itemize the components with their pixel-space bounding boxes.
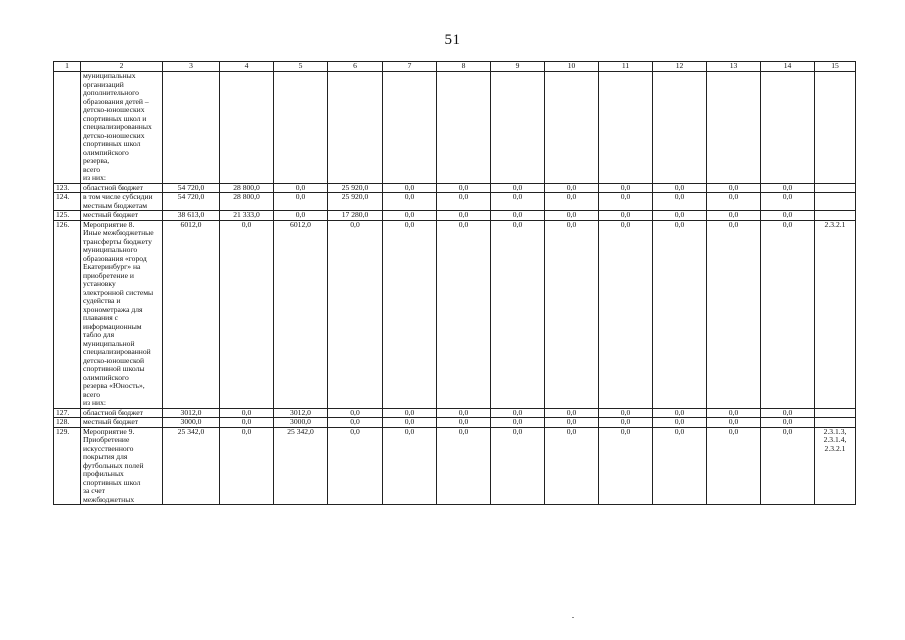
value-cell: 0,0 xyxy=(707,427,761,505)
value-cell: 0,0 xyxy=(653,418,707,428)
value-cell: 6012,0 xyxy=(274,220,328,408)
value-cell xyxy=(653,72,707,184)
value-cell: 0,0 xyxy=(599,220,653,408)
value-cell: 0,0 xyxy=(383,418,437,428)
column-header: 6 xyxy=(328,62,383,72)
value-cell: 25 342,0 xyxy=(163,427,220,505)
value-cell: 0,0 xyxy=(599,427,653,505)
description-cell: областной бюджет xyxy=(81,183,163,193)
value-cell: 0,0 xyxy=(653,183,707,193)
value-cell: 0,0 xyxy=(761,183,815,193)
row-number-cell: 128. xyxy=(54,418,81,428)
value-cell xyxy=(274,72,328,184)
table-row xyxy=(54,220,856,408)
column-header: 10 xyxy=(545,62,599,72)
value-cell: 0,0 xyxy=(491,427,545,505)
row-number-cell: 127. xyxy=(54,408,81,418)
column-header: 5 xyxy=(274,62,328,72)
table-row xyxy=(54,183,856,193)
value-cell: 0,0 xyxy=(274,211,328,221)
description-cell: местный бюджет xyxy=(81,418,163,428)
column-header: 3 xyxy=(163,62,220,72)
value-cell: 0,0 xyxy=(328,220,383,408)
value-cell: 0,0 xyxy=(653,193,707,211)
value-cell xyxy=(599,72,653,184)
table-row xyxy=(54,408,856,418)
value-cell: 0,0 xyxy=(599,408,653,418)
value-cell: 0,0 xyxy=(707,418,761,428)
table-row xyxy=(54,211,856,221)
value-cell: 0,0 xyxy=(545,211,599,221)
value-cell xyxy=(328,72,383,184)
value-cell: 0,0 xyxy=(545,408,599,418)
value-cell: 3000,0 xyxy=(163,418,220,428)
reference-cell: 2.3.1.3, 2.3.1.4, 2.3.2.1 xyxy=(815,427,856,505)
row-number-cell: 123. xyxy=(54,183,81,193)
value-cell: 0,0 xyxy=(545,193,599,211)
value-cell xyxy=(761,72,815,184)
value-cell: 3012,0 xyxy=(163,408,220,418)
scan-speck xyxy=(572,617,574,618)
value-cell: 0,0 xyxy=(328,427,383,505)
value-cell: 0,0 xyxy=(437,220,491,408)
value-cell: 0,0 xyxy=(491,408,545,418)
description-cell: местный бюджет xyxy=(81,211,163,221)
value-cell: 0,0 xyxy=(437,183,491,193)
column-header: 4 xyxy=(220,62,274,72)
column-header: 1 xyxy=(54,62,81,72)
reference-cell: 2.3.2.1 xyxy=(815,220,856,408)
row-number-cell: 124. xyxy=(54,193,81,211)
value-cell xyxy=(545,72,599,184)
description-cell: областной бюджет xyxy=(81,408,163,418)
value-cell: 25 920,0 xyxy=(328,183,383,193)
table-row xyxy=(54,193,856,211)
value-cell: 0,0 xyxy=(437,408,491,418)
value-cell xyxy=(383,72,437,184)
value-cell: 0,0 xyxy=(761,408,815,418)
column-header: 12 xyxy=(653,62,707,72)
value-cell: 54 720,0 xyxy=(163,183,220,193)
value-cell: 0,0 xyxy=(653,211,707,221)
column-header: 11 xyxy=(599,62,653,72)
value-cell: 0,0 xyxy=(383,211,437,221)
value-cell: 0,0 xyxy=(383,220,437,408)
table-body xyxy=(54,72,856,505)
value-cell xyxy=(220,72,274,184)
value-cell: 17 280,0 xyxy=(328,211,383,221)
value-cell: 3000,0 xyxy=(274,418,328,428)
value-cell: 25 342,0 xyxy=(274,427,328,505)
row-number-cell: 125. xyxy=(54,211,81,221)
row-number-cell xyxy=(54,72,81,184)
value-cell: 0,0 xyxy=(328,408,383,418)
reference-cell xyxy=(815,183,856,193)
value-cell: 0,0 xyxy=(220,408,274,418)
value-cell: 25 920,0 xyxy=(328,193,383,211)
value-cell: 0,0 xyxy=(491,220,545,408)
column-header: 14 xyxy=(761,62,815,72)
value-cell: 0,0 xyxy=(761,193,815,211)
value-cell: 0,0 xyxy=(383,427,437,505)
table-header-row xyxy=(54,62,856,72)
table-row xyxy=(54,418,856,428)
value-cell: 0,0 xyxy=(491,183,545,193)
value-cell: 0,0 xyxy=(220,427,274,505)
value-cell: 0,0 xyxy=(707,408,761,418)
value-cell: 0,0 xyxy=(653,220,707,408)
value-cell: 0,0 xyxy=(220,418,274,428)
value-cell: 38 613,0 xyxy=(163,211,220,221)
value-cell: 0,0 xyxy=(437,418,491,428)
reference-cell xyxy=(815,211,856,221)
budget-table xyxy=(53,61,856,505)
value-cell: 6012,0 xyxy=(163,220,220,408)
value-cell: 0,0 xyxy=(274,193,328,211)
value-cell: 0,0 xyxy=(599,193,653,211)
table-row xyxy=(54,72,856,184)
reference-cell xyxy=(815,418,856,428)
description-cell: Мероприятие 8. Иные межбюджетные трансферты бюджету муниципального образования «город Екатеринбург» на приобретение и установку электронной системы судейства и хронометража для плавания с информационным табло для муниципальной специализированной детско-юношеской спортивной школы олимпийского резерва «Юность», всего из них: xyxy=(81,220,163,408)
reference-cell xyxy=(815,408,856,418)
column-header: 13 xyxy=(707,62,761,72)
value-cell: 28 800,0 xyxy=(220,183,274,193)
value-cell: 0,0 xyxy=(545,220,599,408)
value-cell: 28 800,0 xyxy=(220,193,274,211)
value-cell: 0,0 xyxy=(707,220,761,408)
reference-cell xyxy=(815,193,856,211)
column-header: 2 xyxy=(81,62,163,72)
row-number-cell: 126. xyxy=(54,220,81,408)
value-cell: 0,0 xyxy=(653,427,707,505)
column-header: 9 xyxy=(491,62,545,72)
value-cell: 0,0 xyxy=(491,211,545,221)
value-cell xyxy=(707,72,761,184)
row-number-cell: 129. xyxy=(54,427,81,505)
value-cell: 0,0 xyxy=(220,220,274,408)
value-cell: 0,0 xyxy=(437,211,491,221)
value-cell: 0,0 xyxy=(328,418,383,428)
description-cell: в том числе субсидии местным бюджетам xyxy=(81,193,163,211)
value-cell: 0,0 xyxy=(491,193,545,211)
value-cell xyxy=(163,72,220,184)
value-cell: 0,0 xyxy=(707,183,761,193)
value-cell: 0,0 xyxy=(545,418,599,428)
value-cell: 0,0 xyxy=(599,418,653,428)
value-cell: 0,0 xyxy=(545,183,599,193)
value-cell: 0,0 xyxy=(383,183,437,193)
value-cell xyxy=(491,72,545,184)
column-header: 8 xyxy=(437,62,491,72)
value-cell: 3012,0 xyxy=(274,408,328,418)
value-cell: 54 720,0 xyxy=(163,193,220,211)
value-cell: 0,0 xyxy=(707,193,761,211)
reference-cell xyxy=(815,72,856,184)
value-cell: 0,0 xyxy=(437,193,491,211)
value-cell: 0,0 xyxy=(761,211,815,221)
value-cell: 0,0 xyxy=(383,193,437,211)
value-cell: 0,0 xyxy=(761,418,815,428)
value-cell: 0,0 xyxy=(383,408,437,418)
value-cell: 0,0 xyxy=(761,427,815,505)
value-cell: 0,0 xyxy=(274,183,328,193)
table-row xyxy=(54,427,856,505)
value-cell: 0,0 xyxy=(437,427,491,505)
value-cell: 0,0 xyxy=(653,408,707,418)
value-cell: 0,0 xyxy=(491,418,545,428)
value-cell: 0,0 xyxy=(599,183,653,193)
column-header: 7 xyxy=(383,62,437,72)
value-cell: 0,0 xyxy=(761,220,815,408)
value-cell: 0,0 xyxy=(545,427,599,505)
column-header: 15 xyxy=(815,62,856,72)
value-cell: 0,0 xyxy=(707,211,761,221)
description-cell: Мероприятие 9. Приобретение искусственного покрытия для футбольных полей профильных спортивных школ за счет межбюджетных xyxy=(81,427,163,505)
page-number: 51 xyxy=(444,32,461,48)
value-cell xyxy=(437,72,491,184)
value-cell: 0,0 xyxy=(599,211,653,221)
value-cell: 21 333,0 xyxy=(220,211,274,221)
description-cell: муниципальных организаций дополнительного образования детей – детско-юношеских спортивных школ и специализированных детско-юношеских спортивных школ олимпийского резерва, всего из них: xyxy=(81,72,163,184)
